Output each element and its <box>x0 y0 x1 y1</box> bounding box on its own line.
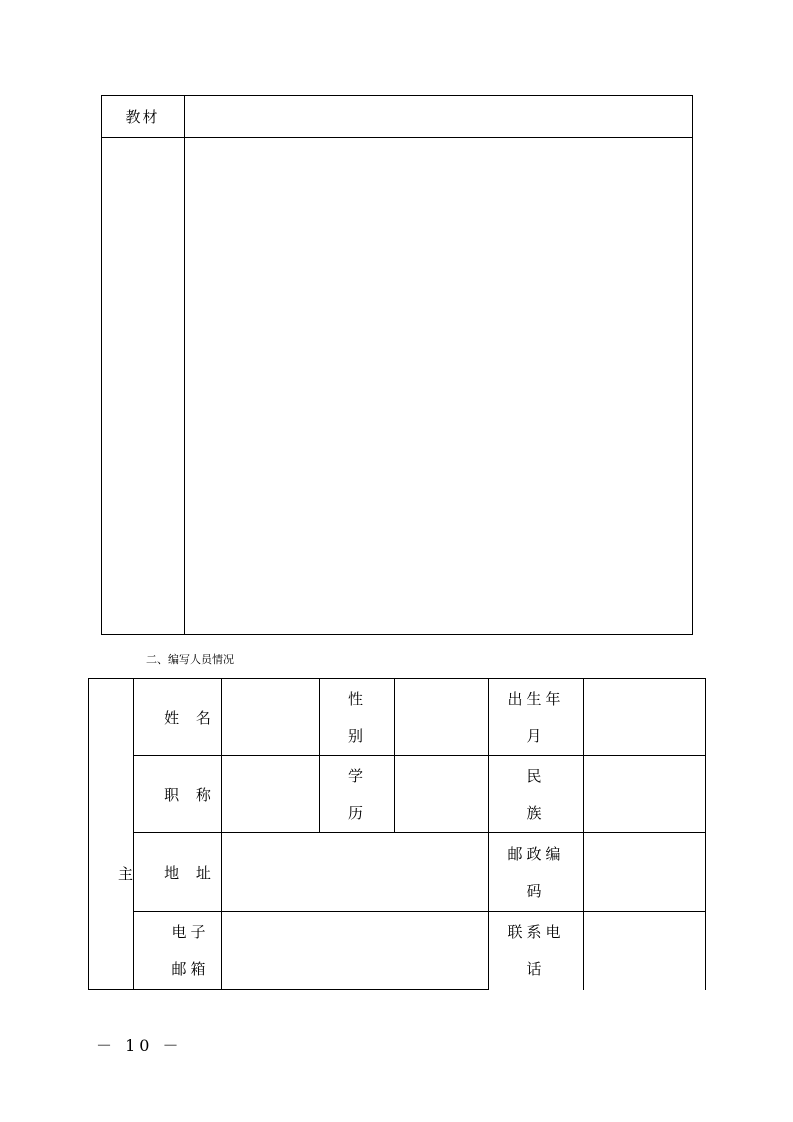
staff-table-left-border <box>88 678 89 990</box>
section-heading: 二、编写人员情况 <box>146 653 234 666</box>
name-label: 姓 名 <box>164 708 217 727</box>
email-value-cell[interactable] <box>222 912 488 989</box>
gender-label-line-2: 别 <box>348 727 368 745</box>
phone-value-cell[interactable] <box>584 912 705 989</box>
ethnicity-label <box>489 765 583 823</box>
ethnicity-label-line-2: 族 <box>526 804 546 822</box>
phone-label-line-1: 联系电 <box>507 923 565 941</box>
postcode-label-line-2: 码 <box>526 882 546 900</box>
education-label-line-1: 学 <box>348 767 368 785</box>
postcode-value-cell[interactable] <box>584 833 705 911</box>
birth-label-line-2: 月 <box>526 727 546 745</box>
gender-value-cell[interactable] <box>395 679 488 755</box>
birth-label-line-1: 出生年 <box>507 690 565 708</box>
name-value-cell[interactable] <box>222 679 319 755</box>
title-label: 职 称 <box>164 785 217 804</box>
side-label <box>118 860 134 886</box>
email-label-line-2: 邮箱 <box>171 960 210 978</box>
page-number: － 10 － <box>96 1036 183 1055</box>
gender-label-line-1: 性 <box>348 690 368 708</box>
education-value-cell[interactable] <box>395 756 488 832</box>
education-label-line-2: 历 <box>348 804 368 822</box>
side-label-text: 主 <box>118 864 134 883</box>
address-label: 地 址 <box>164 863 217 882</box>
phone-label-line-2: 话 <box>526 960 546 978</box>
education-label <box>320 765 394 823</box>
email-label <box>134 921 221 979</box>
textbook-value-cell[interactable] <box>185 96 692 137</box>
textbook-label: 教材 <box>125 108 160 126</box>
phone-label <box>489 921 583 979</box>
birth-value-cell[interactable] <box>584 679 705 755</box>
textbook-content-cell[interactable] <box>185 138 692 634</box>
staff-table-right-border <box>705 678 706 990</box>
postcode-label-line-1: 邮政编 <box>507 845 565 863</box>
postcode-label <box>489 843 583 901</box>
address-value-cell[interactable] <box>222 833 488 911</box>
ethnicity-value-cell[interactable] <box>584 756 705 832</box>
ethnicity-label-line-1: 民 <box>526 767 546 785</box>
birth-label <box>489 688 583 746</box>
title-value-cell[interactable] <box>222 756 319 832</box>
staff-table-bottom-border <box>88 989 489 990</box>
gender-label <box>320 688 394 746</box>
email-label-line-1: 电子 <box>171 923 210 941</box>
